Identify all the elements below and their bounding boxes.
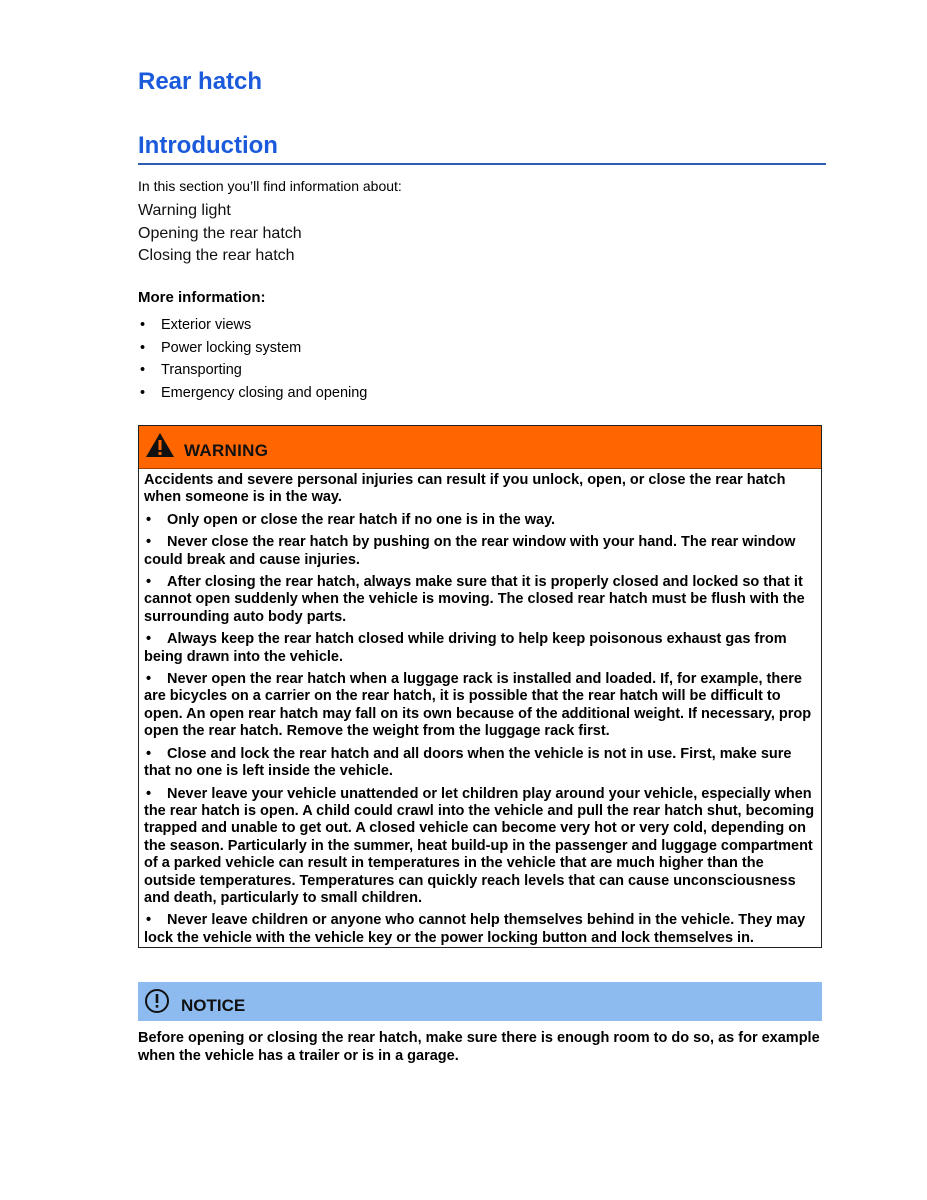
more-info-label: More information: <box>138 289 266 306</box>
warning-item: • Close and lock the rear hatch and all doors when the vehicle is not in use. First, make sure that no one is left inside the vehicle. <box>144 745 792 780</box>
bullet-icon: • <box>146 631 152 648</box>
notice-header <box>138 982 822 1021</box>
warning-item: • Only open or close the rear hatch if no one is in the way. <box>146 511 556 528</box>
warning-box <box>138 425 822 948</box>
warning-triangle-icon <box>144 431 176 464</box>
more-info-item[interactable] <box>138 359 367 382</box>
more-info-list <box>138 314 367 405</box>
warning-title: WARNING <box>184 441 269 460</box>
bullet-icon: • <box>140 362 146 379</box>
warning-header <box>139 426 821 469</box>
bullet-icon: • <box>140 385 146 402</box>
bullet-icon: • <box>146 574 152 591</box>
bullet-icon: • <box>140 339 146 356</box>
topic-list <box>138 200 302 268</box>
warning-item: • Never open the rear hatch when a luggage rack is installed and loaded. If, for example, there are bicycles on a carrier on the rear hatch, it is possible that the rear hatch will be difficult to open. An open rear hatch may fall on its own because of the additional weight. If necessary, prop open the rear hatch. Remove the weight from the luggage rack first. <box>144 671 812 740</box>
more-info-item-label: Emergency closing and opening <box>161 385 368 402</box>
more-info-item[interactable] <box>138 337 367 360</box>
more-info-item[interactable] <box>138 314 367 337</box>
topic-link[interactable]: Closing the rear hatch <box>138 247 295 264</box>
warning-body <box>139 469 821 947</box>
warning-item: • Never leave your vehicle unattended or let children play around your vehicle, especially when the rear hatch is open. A child could crawl into the vehicle and pull the rear hatch shut, becoming trapped and unable to get out. A closed vehicle can become very hot or very cold, depending on the season. Particularly in the summer, heat build-up in the passenger and luggage compartment of a parked vehicle can result in temperatures in the vehicle that are much higher than the outside temperatures. Temperatures can quickly reach levels that can cause unconsciousness and death, particularly to small children. <box>144 785 815 906</box>
bullet-icon: • <box>140 317 146 333</box>
bullet-icon: • <box>146 671 152 688</box>
topic-link[interactable]: Opening the rear hatch <box>138 224 302 242</box>
intro-heading: Introduction <box>138 132 278 159</box>
topic-link[interactable]: Warning light <box>138 202 231 219</box>
bullet-icon: • <box>146 912 152 929</box>
notice-title: NOTICE <box>181 996 246 1015</box>
warning-item: • Always keep the rear hatch closed while driving to help keep poisonous exhaust gas from being drawn into the vehicle. <box>144 631 787 665</box>
warning-intro: Accidents and severe personal injuries can result if you unlock, open, or close the rear hatch when someone is in the way. <box>144 472 786 506</box>
intro-text: In this section you’ll find information about: <box>138 178 402 194</box>
bullet-icon: • <box>146 785 152 802</box>
more-info-item-label: Transporting <box>161 362 242 379</box>
notice-text: Before opening or closing the rear hatch, make sure there is enough room to do so, as for example when the vehicle has a trailer or is in a garage. <box>138 1030 820 1064</box>
warning-item: • Never close the rear hatch by pushing on the rear window with your hand. The rear window could break and cause injuries. <box>144 534 796 568</box>
section-title: Rear hatch <box>138 68 263 95</box>
bullet-icon: • <box>146 534 152 551</box>
more-info-item[interactable] <box>138 382 367 405</box>
bullet-icon: • <box>146 745 152 762</box>
warning-item: • After closing the rear hatch, always make sure that it is properly closed and locked so that it cannot open suddenly when the vehicle is moving. The closed rear hatch must be flush with the surrounding auto body parts. <box>144 574 805 625</box>
more-info-item-label: Power locking system <box>161 339 302 356</box>
intro-heading-block <box>138 130 826 165</box>
warning-item: • Never leave children or anyone who cannot help themselves behind in the vehicle. They may lock the vehicle with the vehicle key or the power locking button and lock themselves in. <box>144 912 806 946</box>
bullet-icon: • <box>146 511 152 528</box>
exclamation-circle-icon <box>144 988 170 1019</box>
more-info-item-label: Exterior views <box>161 317 252 333</box>
